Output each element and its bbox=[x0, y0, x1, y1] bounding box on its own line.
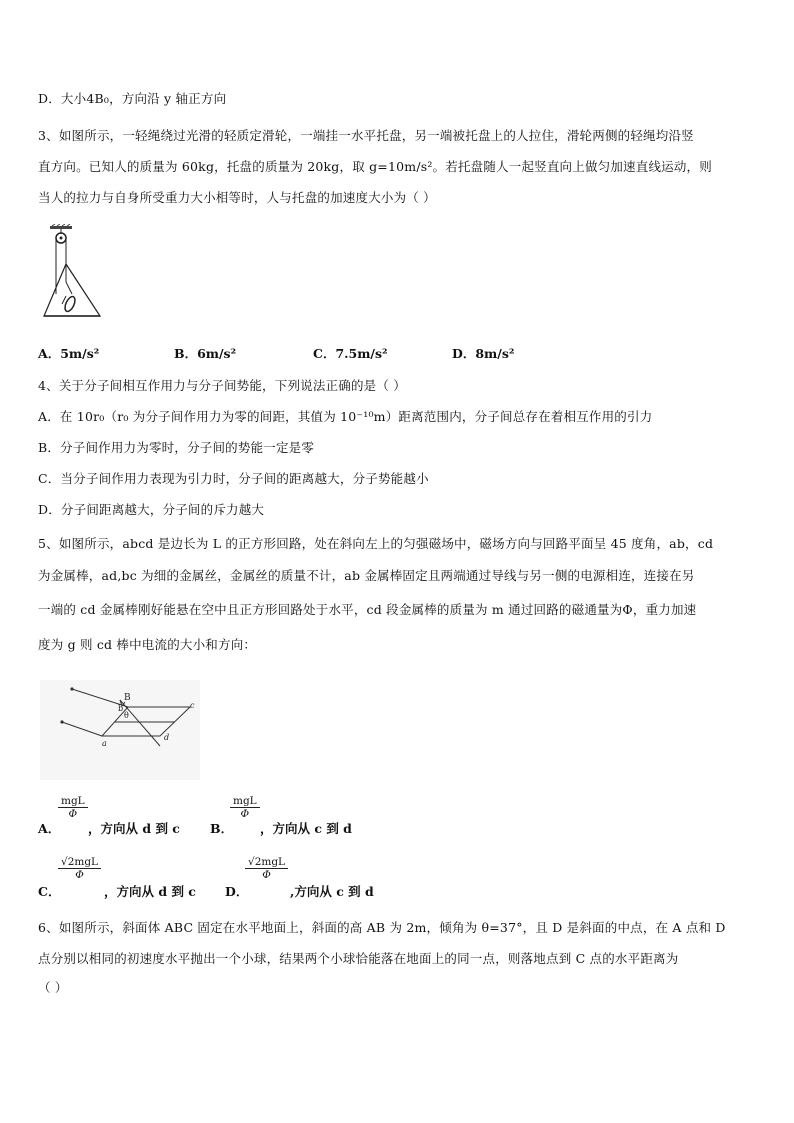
q5-option-b-fraction bbox=[230, 795, 260, 820]
q5-option-b-label[interactable]: B． bbox=[210, 821, 234, 836]
q5-option-a-label[interactable]: A． bbox=[38, 821, 61, 836]
q5-stem-line3: 一端的 cd 金属棒刚好能悬在空中且正方形回路处于水平，cd 段金属棒的质量为 m 通过回路的磁通量为Φ，重力加速 bbox=[38, 602, 697, 617]
q3-pulley-figure bbox=[40, 224, 110, 324]
q5-stem-line2: 为金属棒，ad,bc 为细的金属丝，金属丝的质量不计，ab 金属棒固定且两端通过导线与另一侧的电源相连，连接在另 bbox=[38, 568, 695, 583]
q4-option-a[interactable]: A．在 10r₀（r₀ 为分子间作用力为零的间距，其值为 10⁻¹⁰m）距离范围内，分子间总存在着相互作用的引力 bbox=[38, 409, 653, 424]
q6-stem-line3: （ ） bbox=[38, 980, 68, 995]
q3-option-b[interactable]: B．6m/s² bbox=[174, 346, 237, 361]
q6-stem-line1: 6、如图所示，斜面体 ABC 固定在水平地面上，斜面的高 AB 为 2m，倾角为 θ=37°，且 D 是斜面的中点，在 A 点和 D bbox=[38, 920, 726, 935]
q5-option-a-text: ，方向从 d 到 c bbox=[88, 821, 180, 836]
q6-stem-line2: 点分别以相同的初速度水平抛出一个小球，结果两个小球恰能落在地面上的同一点，则落地点到 C 点的水平距离为 bbox=[38, 951, 679, 966]
q5-stem-line4: 度为 g 则 cd 棒中电流的大小和方向： bbox=[38, 637, 257, 652]
q3-stem-line3: 当人的拉力与自身所受重力大小相等时，人与托盘的加速度大小为（ ） bbox=[38, 190, 436, 205]
q5-label-b: b bbox=[118, 704, 124, 713]
q5-option-d-label[interactable]: D． bbox=[225, 884, 249, 899]
fraction-numerator: mgL bbox=[58, 795, 88, 808]
q5-option-a-fraction bbox=[58, 795, 88, 820]
q3-option-d[interactable]: D．8m/s² bbox=[452, 346, 515, 361]
q3-stem-line1: 3、如图所示，一轻绳绕过光滑的轻质定滑轮，一端挂一水平托盘，另一端被托盘上的人拉住，滑轮两侧的轻绳均沿竖 bbox=[38, 128, 694, 143]
q5-option-c-label[interactable]: C． bbox=[38, 884, 61, 899]
fraction-numerator: √2mgL bbox=[245, 856, 288, 869]
q5-label-B: B bbox=[124, 693, 131, 703]
q3-stem-line2: 直方向。已知人的质量为 60kg，托盘的质量为 20kg，取 g=10m/s²。若托盘随人一起竖直向上做匀加速直线运动，则 bbox=[38, 159, 712, 174]
q4-option-b[interactable]: B．分子间作用力为零时，分子间的势能一定是零 bbox=[38, 440, 315, 455]
q5-label-c: c bbox=[190, 701, 195, 710]
q4-stem: 4、关于分子间相互作用力与分子间势能，下列说法正确的是（ ） bbox=[38, 378, 406, 393]
q5-option-d-text: ,方向从 c 到 d bbox=[290, 884, 374, 899]
q5-label-a: a bbox=[102, 739, 107, 748]
fraction-numerator: mgL bbox=[230, 795, 260, 808]
q5-option-d-fraction bbox=[245, 856, 288, 881]
fraction-denominator: Φ bbox=[68, 808, 78, 820]
q5-option-c-fraction bbox=[58, 856, 101, 881]
q3-option-a[interactable]: A．5m/s² bbox=[38, 346, 100, 361]
q2-option-d: D．大小4B₀，方向沿 y 轴正方向 bbox=[38, 91, 227, 106]
q3-option-c[interactable]: C．7.5m/s² bbox=[313, 346, 388, 361]
fraction-numerator: √2mgL bbox=[58, 856, 101, 869]
fraction-denominator: Φ bbox=[75, 869, 84, 881]
q4-option-c[interactable]: C．当分子间作用力表现为引力时，分子间的距离越大，分子势能越小 bbox=[38, 471, 429, 486]
q5-label-theta: θ bbox=[124, 711, 129, 720]
fraction-denominator: Φ bbox=[262, 869, 271, 881]
q5-option-c-text: ，方向从 d 到 c bbox=[104, 884, 196, 899]
q5-circuit-figure bbox=[40, 680, 200, 780]
fraction-denominator: Φ bbox=[240, 808, 250, 820]
q4-option-d[interactable]: D．分子间距离越大，分子间的斥力越大 bbox=[38, 502, 265, 517]
q5-label-d: d bbox=[164, 733, 170, 742]
q5-stem-line1: 5、如图所示，abcd 是边长为 L 的正方形回路，处在斜向左上的匀强磁场中，磁场方向与回路平面呈 45 度角，ab，cd bbox=[38, 536, 714, 551]
q5-option-b-text: ，方向从 c 到 d bbox=[260, 821, 352, 836]
